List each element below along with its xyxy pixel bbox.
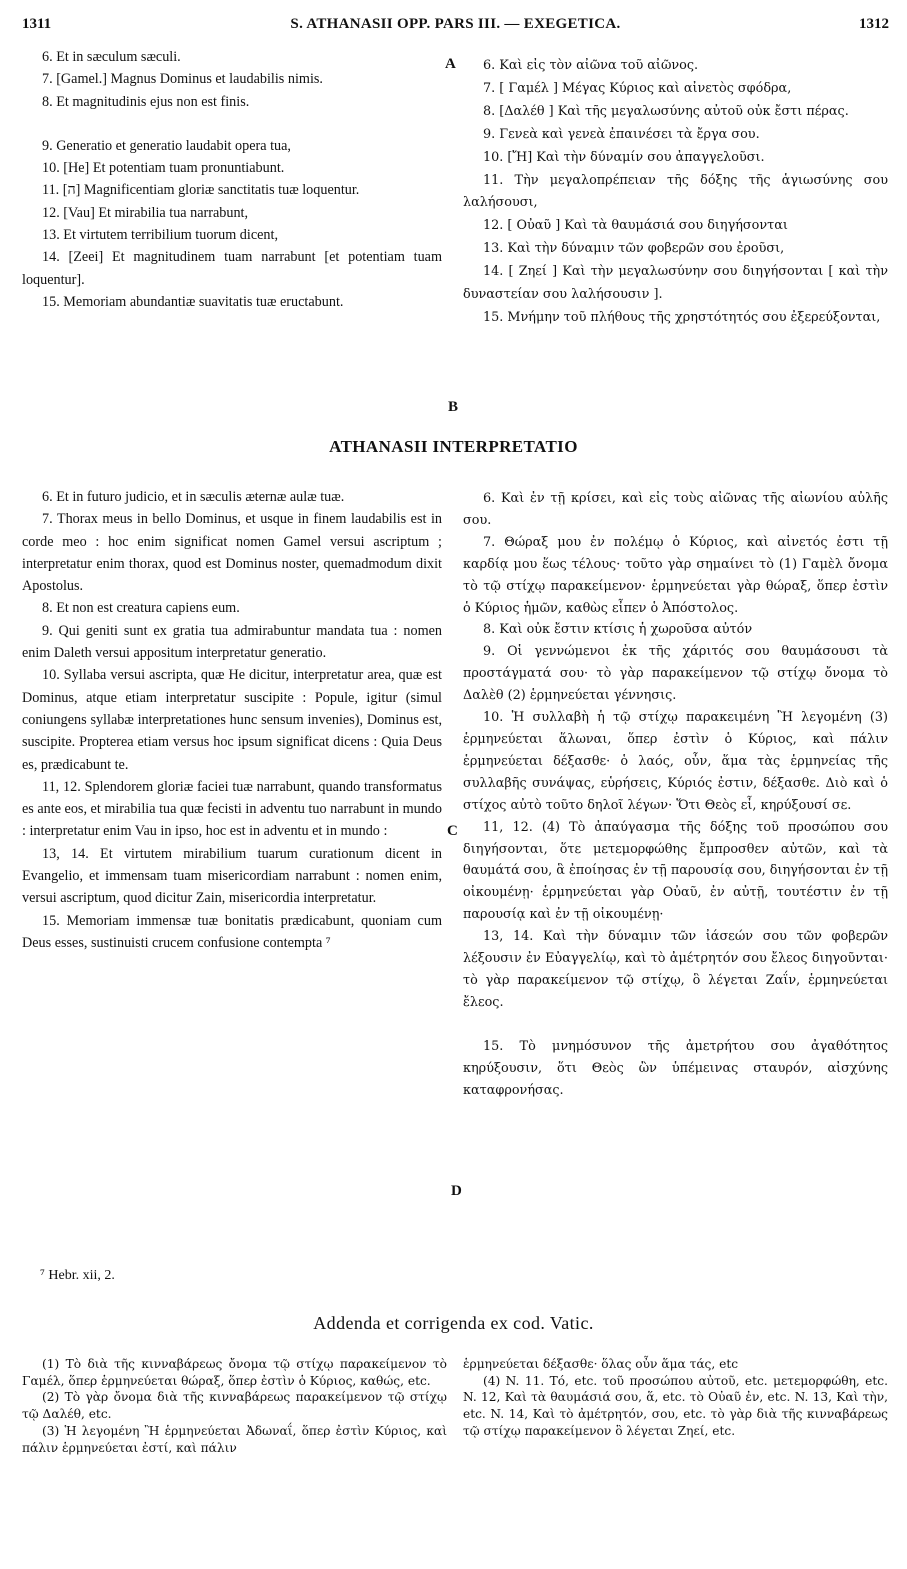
addenda-note: (2) Τὸ γὰρ ὄνομα διὰ τῆς κινναβάρεως παρακείμενον τῷ στίχῳ τῷ Δαλέθ, etc. [22,1390,447,1422]
margin-letter-a: A [445,56,456,72]
psalm-greek-verse: 15. Μνήμην τοῦ πλήθους τῆς χρηστότητός σου ἐξερεύξονται, [483,309,881,325]
psalm-greek-verse: 8. [Δαλέθ ] Καὶ τῆς μεγαλωσύνης αὐτοῦ οὐκ ἔστι πέρας. [483,103,849,119]
psalm-greek-verse: 13. Καὶ τὴν δύναμιν τῶν φοβερῶν σου ἐροῦσι, [483,241,785,257]
psalm-greek-column [463,55,888,330]
interpretation-greek-verse: 8. Καὶ οὐκ ἔστιν κτίσις ἡ χωροῦσα αὐτόν [483,622,753,638]
psalm-greek-verse: 9. Γενεὰ καὶ γενεὰ ἐπαινέσει τὰ ἔργα σου. [483,126,760,142]
margin-letter-c: C [447,823,458,839]
addenda-note: (1) Τὸ διὰ τῆς κινναβάρεως ὄνομα τῷ στίχῳ παρακείμενον τὸ Γαμέλ, ὅπερ ἑρμηνεύεται θώραξ, ὅπερ ἐστὶν ὁ Κύριος, καθώς, etc. [22,1357,447,1388]
interpretation-greek-column [463,488,888,1101]
psalm-latin-verse: 13. Et virtutem terribilium tuorum dicent, [42,227,279,244]
psalm-latin-column [22,46,442,313]
footnote: ⁷ Hebr. xii, 2. [40,1268,115,1283]
psalm-greek-verse: 6. Καὶ εἰς τὸν αἰῶνα τοῦ αἰῶνος. [483,58,699,73]
interpretation-greek-verse: 13, 14. Καὶ τὴν δύναμιν τῶν ἰάσεών σου τῶν φοβερῶν λέξουσιν ἐν Εὐαγγελίῳ, καὶ τὸ ἀμέτρητόν σου ἔλεος διηγοῦνται· τὸ γὰρ παρακείμενον τῷ στίχῳ, ὃ λέγεται Ζαΐν, ἑρμηνεύεται ἔλεος. [463,929,888,1010]
interpretation-greek-verse: 15. Τὸ μνημόσυνον τῆς ἀμετρήτου σου ἀγαθότητος κηρύξουσιν, ὅτι Θεὸς ὢν ὑπέμεινας σταυρόν, αἰσχύνης καταφρονήσας. [463,1038,888,1098]
interpretation-latin-verse: 6. Et in futuro judicio, et in sæculis æternæ aulæ tuæ. [42,489,345,505]
addenda-note: ἑρμηνεύεται δέξασθε· ὅλας οὖν ἅμα τάς, etc [463,1357,739,1371]
psalm-greek-verse: 7. [ Γαμέλ ] Μέγας Κύριος καὶ αἰνετὸς σφόδρα, [483,80,792,96]
psalm-latin-verse: 14. [Zeei] Et magnitudinem tuam narrabunt [et potentiam tuam loquentur]. [22,249,442,288]
psalm-latin-verse: 15. Memoriam abundantiæ suavitatis tuæ eructabunt. [42,293,344,310]
psalm-latin-verse: 10. [He] Et potentiam tuam pronuntiabunt. [42,160,285,177]
psalm-greek-verse: 11. Τὴν μεγαλοπρέπειαν τῆς δόξης τῆς ἁγιωσύνης σου λαλήσουσι, [463,172,888,211]
interpretation-greek-verse: 11, 12. (4) Τὸ ἀπαύγασμα τῆς δόξης τοῦ προσώπου σου διηγήσονται, ὅτε μετεμορφώθης ἔμπροσθεν αὐτῶν, καὶ τὰ θαυμάτά σου, ἃ ἐποίησας ἐν τῇ παρουσίᾳ σου, διηγήσονται ἐν τῇ οἰκουμένῃ· ἑρμηνεύεται γὰρ Οὐαῦ, ἐν αὐτῇ, τουτέστιν ἐν τῇ παρουσίᾳ καὶ ἐν τῇ οἰκουμένῃ· [463,819,888,923]
section-title: ATHANASII INTERPRETATIO [329,437,578,456]
psalm-latin-verse: 11. [ה] Magnificentiam gloriæ sanctitatis tuæ loquentur. [42,182,360,199]
psalm-greek-verse: 10. [Ἤ] Καὶ τὴν δύναμίν σου ἀπαγγελοῦσι. [483,149,765,165]
addenda-note: (4) N. 11. Τό, etc. τοῦ προσώπου αὐτοῦ, etc. μετεμορφώθη, etc. N. 12, Καὶ τὰ θαυμάσιά σου, ἅ, etc. τὸ Οὐαῦ ἐν, etc. N. 13, Καὶ τὴν, etc. N. 14, Καὶ τὸ ἀμέτρητόν, σου, etc. τὸ γὰρ διὰ τῆς κινναβάρεως τῷ στίχῳ παρακείμενον ὃ λέγεται Ζηεί, etc. [463,1373,888,1438]
psalm-greek-verse: 14. [ Ζηεί ] Καὶ τὴν μεγαλωσύνην σου διηγήσονται [ καὶ τὴν δυναστείαν σου λαλήσουσιν ]. [463,264,888,303]
interpretation-latin-verse: 11, 12. Splendorem gloriæ faciei tuæ narrabunt, quando transformatus es ante eos, et mirabilia tua quæ fecisti in adventu tuo narrabunt in mundo : interpretatur enim Vau in ipso, hoc est in adventu et in mundo : [22,778,442,840]
psalm-latin-verse: 8. Et magnitudinis ejus non est finis. [42,93,250,110]
interpretation-greek-verse: 10. Ἡ συλλαβὴ ἡ τῷ στίχῳ παρακειμένη Ἢ λεγομένη (3) ἑρμηνεύεται ἅλωναι, ὅπερ ἐστὶν ὁ Κύριος, καὶ πάλιν ἑρμηνεύεται δέξασθε· ὁ λαός, οὖν, ἅμα τὰς ἑρμηνείας τῆς συλλαβῆς συνάψας, εὑρήσεις, Κύριός ἐστιν, δέξασθε. Διὸ καὶ ὁ στίχος αὐτὸ τοῦτο δηλοῖ λέγων· Ὅτι Θεὸς εἶ, κηρύξουσί σε. [463,710,888,813]
running-title: S. ATHANASII OPP. PARS III. — EXEGETICA. [290,16,621,32]
interpretation-greek-verse: 7. Θώραξ μου ἐν πολέμῳ ὁ Κύριος, καὶ αἰνετός ἐστι τῇ καρδίᾳ μου ἕως τέλους· τοῦτο γὰρ σημαίνει τὸ (1) Γαμὲλ ὄνομα τὸ τῷ στίχῳ παρακείμενον· ἑρμηνεύεται γὰρ θώραξ, ὅπερ ἐστὶν ὁ Κύριος ἡμῶν, καθὼς εἶπεν ὁ Ἀπόστολος. [463,534,888,616]
interpretation-latin-column [22,486,442,954]
interpretation-latin-verse: 13, 14. Et virtutem mirabilium tuarum curationum dicent in Evangelio, et immensam tuam misericordiam narrabunt : nomen enim, versui ascriptum, quod dicitur Zain, misericordia interpretatur. [22,845,442,907]
interpretation-latin-verse: 8. Et non est creatura capiens eum. [42,600,240,617]
page-number-right: 1312 [859,16,889,32]
interpretation-latin-verse: 9. Qui geniti sunt ex gratia tua admirabuntur mandata tua : nomen enim Daleth versui appositum interpretatur generatio. [22,622,442,662]
page-number-left: 1311 [22,16,52,32]
psalm-greek-verse: 12. [ Οὐαῦ ] Καὶ τὰ θαυμάσιά σου διηγήσονται [483,218,788,234]
interpretation-greek-verse: 9. Οἱ γεννώμενοι ἐκ τῆς χάριτός σου θαυμάσουσι τὰ προστάγματά σου· τὸ γὰρ παρακείμενον τῷ στίχῳ ὄνομα τὸ Δαλὲθ (2) ἑρμηνεύεται γέννησις. [463,644,888,704]
addenda-right-column [463,1356,888,1440]
addenda-note: (3) Ἡ λεγομένη Ἢ ἑρμηνεύεται Ἀδωναΐ, ὅπερ ἐστὶν Κύριος, καὶ πάλιν ἑρμηνεύεται ἐστί, καὶ πάλιν [22,1423,447,1455]
margin-letter-b: B [448,399,459,415]
interpretation-latin-verse: 15. Memoriam immensæ tuæ bonitatis prædicabunt, quoniam cum Deus esses, sustinuisti crucem confusione contempta ⁷ [22,912,442,951]
psalm-latin-verse: 9. Generatio et generatio laudabit opera tua, [42,137,291,154]
addenda-left-column [22,1356,447,1456]
addenda-title: Addenda et corrigenda ex cod. Vatic. [313,1313,594,1333]
psalm-latin-verse: 7. [Gamel.] Magnus Dominus et laudabilis nimis. [42,71,323,88]
psalm-latin-verse: 6. Et in sæculum sæculi. [42,49,181,65]
margin-letter-d: D [451,1183,462,1199]
psalm-latin-verse: 12. [Vau] Et mirabilia tua narrabunt, [42,204,249,221]
running-header [22,16,889,38]
interpretation-latin-verse: 7. Thorax meus in bello Dominus, et usque in finem laudabilis est in corde meo : hoc enim significat nomen Gamel versui ascriptum ; interpretatur enim thorax, quod est Dominus noster, quemadmodum dixit Apostolus. [22,511,442,595]
interpretation-greek-verse: 6. Καὶ ἐν τῇ κρίσει, καὶ εἰς τοὺς αἰῶνας τῆς αἰωνίου αὐλῆς σου. [463,491,888,528]
interpretation-latin-verse: 10. Syllaba versui ascripta, quæ He dicitur, interpretatur area, quæ est Dominus, atque etiam interpretatur suscipite : Popule, igitur (simul coniungens syllabæ interpretationes hunc sensum invenies), Dominus est, suscipite. Propterea etiam versus hoc ipsum significat dicens : Quia Deus es, prædicabunt te. [22,667,442,773]
